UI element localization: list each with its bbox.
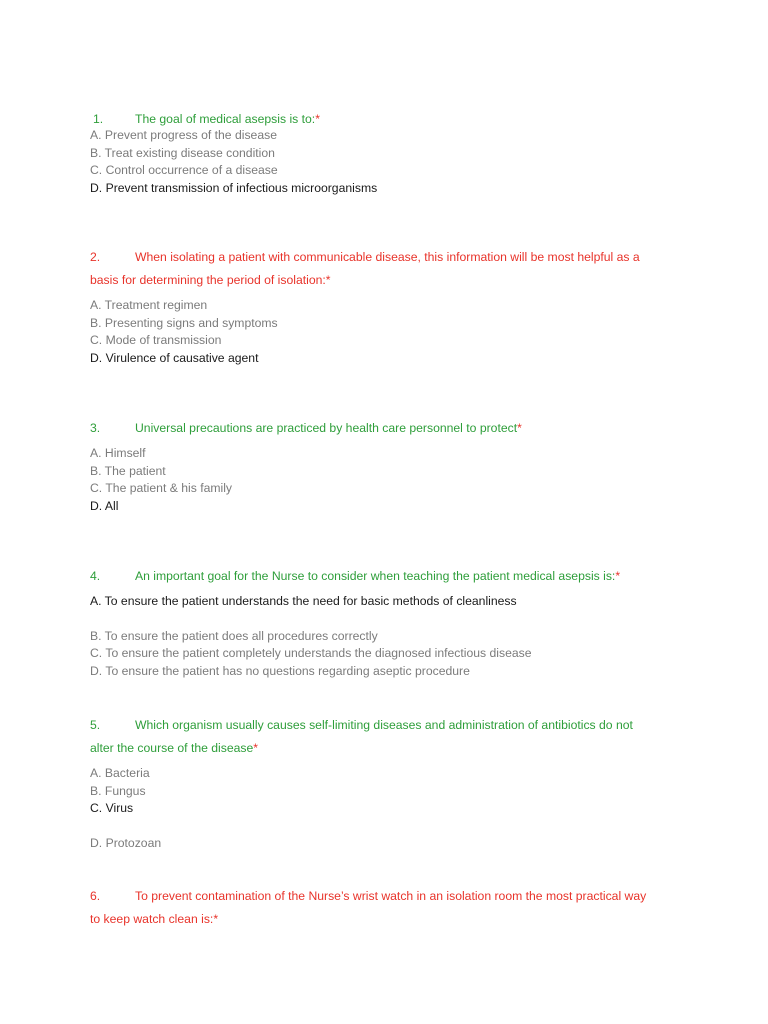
question-2 xyxy=(90,246,690,367)
question-5-prompt xyxy=(90,714,690,737)
option-b: B. Presenting signs and symptoms xyxy=(90,315,278,330)
question-number: 2. xyxy=(90,250,101,264)
option-a: A. Bacteria xyxy=(90,766,150,780)
question-4-prompt xyxy=(90,565,690,588)
question-6-prompt xyxy=(90,885,690,908)
option-a: A. Prevent progress of the disease xyxy=(90,128,277,142)
option-d: D. All xyxy=(90,498,119,513)
question-text: To prevent contamination of the Nurse’s wrist watch in an isolation room the most practical way xyxy=(135,889,647,903)
question-text: An important goal for the Nurse to consider when teaching the patient medical asepsis is: xyxy=(135,569,616,583)
required-star: * xyxy=(213,912,219,926)
option-b: B. Treat existing disease condition xyxy=(90,145,275,160)
question-3-prompt xyxy=(90,417,690,440)
question-5 xyxy=(90,714,690,852)
question-number: 1. xyxy=(93,112,104,126)
question-6-prompt-cont xyxy=(90,908,690,931)
question-number: 5. xyxy=(90,718,101,732)
required-star: * xyxy=(517,421,522,435)
option-c: C. Virus xyxy=(90,801,134,815)
question-text: The goal of medical asepsis is to: xyxy=(135,112,316,126)
required-star: * xyxy=(615,569,621,583)
question-1 xyxy=(90,108,690,197)
required-star: * xyxy=(325,273,331,287)
option-a: A. Treatment regimen xyxy=(90,298,208,312)
option-b: B. To ensure the patient does all procedures correctly xyxy=(90,628,378,643)
option-b: B. The patient xyxy=(90,463,166,478)
option-c: C. The patient & his family xyxy=(90,481,233,495)
required-star: * xyxy=(253,741,259,755)
option-b: B. Fungus xyxy=(90,783,146,798)
question-6 xyxy=(90,885,690,931)
option-c: C. Control occurrence of a disease xyxy=(90,163,278,177)
question-text-cont: to keep watch clean is: xyxy=(90,912,214,926)
option-d: D. Virulence of causative agent xyxy=(90,350,259,365)
question-number: 6. xyxy=(90,889,101,903)
option-a: A. To ensure the patient understands the need for basic methods of cleanliness xyxy=(90,594,517,608)
option-d: D. Prevent transmission of infectious microorganisms xyxy=(90,180,378,195)
question-text-cont: basis for determining the period of isolation: xyxy=(90,273,326,287)
option-a: A. Himself xyxy=(90,446,146,460)
question-text-cont: alter the course of the disease xyxy=(90,741,254,755)
question-2-prompt-cont xyxy=(90,269,690,292)
question-2-prompt xyxy=(90,246,690,269)
question-number: 4. xyxy=(90,569,101,583)
option-d: D. To ensure the patient has no questions regarding aseptic procedure xyxy=(90,663,470,678)
question-number: 3. xyxy=(90,421,101,435)
question-3 xyxy=(90,417,690,515)
question-text: Which organism usually causes self-limiting diseases and administration of antibiotics do not xyxy=(135,718,633,732)
question-text: When isolating a patient with communicable disease, this information will be most helpful as a xyxy=(135,250,640,264)
question-text: Universal precautions are practiced by health care personnel to protect xyxy=(135,421,518,435)
question-4 xyxy=(90,565,690,680)
option-c: C. To ensure the patient completely understands the diagnosed infectious disease xyxy=(90,646,532,660)
option-c: C. Mode of transmission xyxy=(90,333,222,347)
question-5-prompt-cont xyxy=(90,737,690,760)
option-d: D. Protozoan xyxy=(90,835,162,850)
required-star: * xyxy=(315,112,320,126)
